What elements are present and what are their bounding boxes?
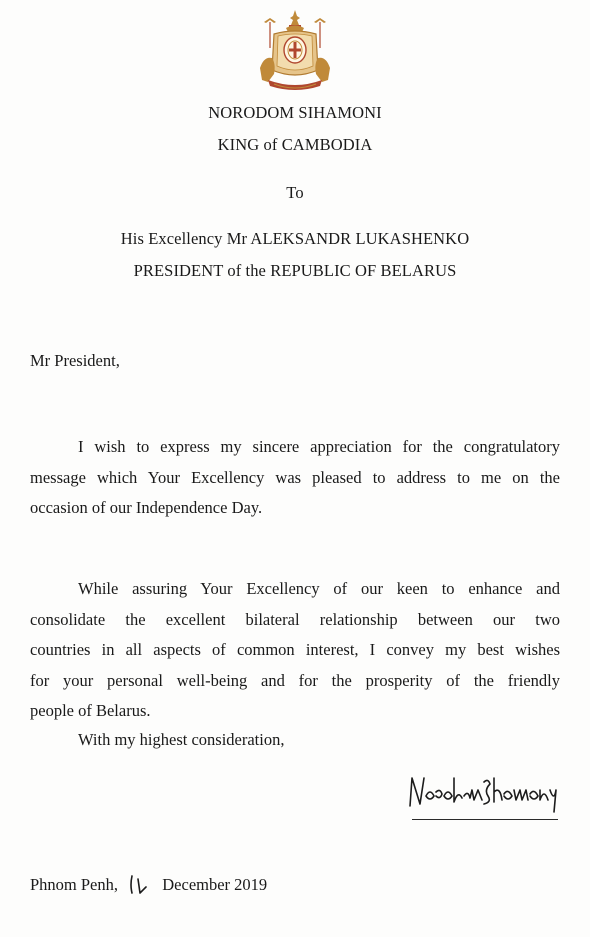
recipient-title: PRESIDENT of the REPUBLIC OF BELARUS (133, 261, 457, 280)
salutation: Mr President, (30, 351, 120, 370)
to-label: To (286, 183, 304, 202)
dateline-date: December 2019 (162, 875, 268, 894)
signature-rule (412, 819, 558, 820)
closing-line: With my highest consideration, (78, 730, 285, 749)
body-paragraph-1 (30, 432, 560, 524)
body-paragraph-2 (30, 574, 560, 727)
sender-name: NORODOM SIHAMONI (208, 103, 382, 122)
dateline (30, 873, 267, 897)
paragraph-line: people of Belarus. (30, 701, 151, 721)
paragraph-line: While assuring Your Excellency of our keen to enhance and (78, 579, 560, 598)
paragraph-line: I wish to express my sincere appreciation for the congratulatory (78, 437, 560, 456)
recipient-name: His Excellency Mr ALEKSANDR LUKASHENKO (120, 229, 470, 248)
handwritten-signature-icon (404, 768, 564, 818)
paragraph-line: consolidate the excellent bilateral relationship between our two (30, 609, 560, 629)
paragraph-line: occasion of our Independence Day. (30, 498, 263, 518)
royal-coat-of-arms-icon (256, 8, 334, 94)
paragraph-line: message which Your Excellency was pleased to address to me on the (30, 467, 560, 487)
sender-title: KING of CAMBODIA (217, 135, 373, 154)
handwritten-day-number-icon (126, 873, 152, 897)
paragraph-line: countries in all aspects of common interest, I convey my best wishes (30, 640, 560, 660)
paragraph-line: for your personal well-being and for the prosperity of the friendly (30, 670, 560, 690)
dateline-place: Phnom Penh, (30, 875, 119, 894)
